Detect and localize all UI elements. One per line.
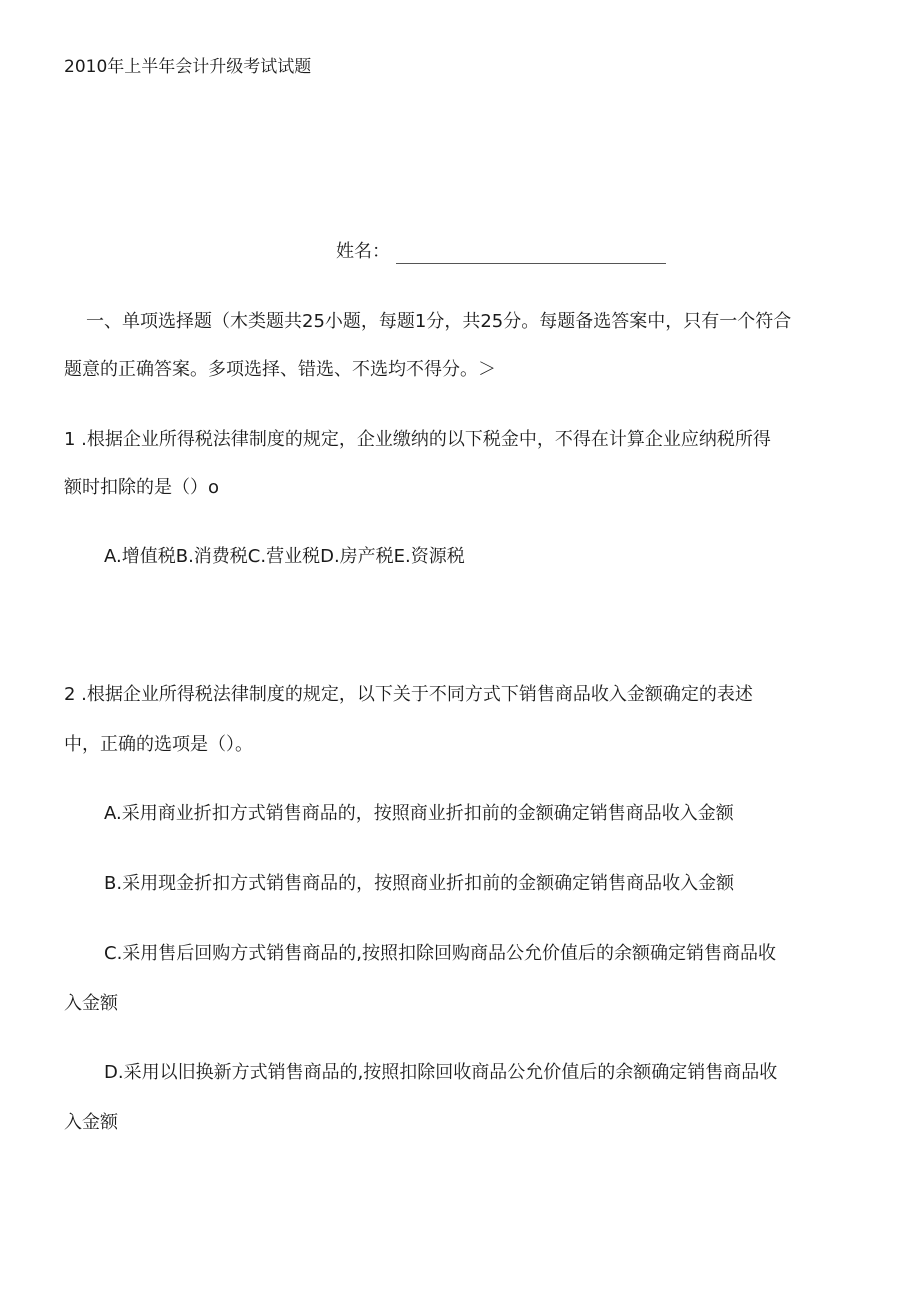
document-title: 2010年上半年会计升级考试试题 xyxy=(64,57,312,77)
name-label: 姓名： xyxy=(336,241,390,262)
question-2-option-d-line1: D.采用以旧换新方式销售商品的,按照扣除回收商品公允价值后的余额确定销售商品收 xyxy=(104,1062,778,1083)
question-1-options: A.增值税B.消费税C.营业税D.房产税E.资源税 xyxy=(104,546,465,567)
question-2-option-d-line2: 入金额 xyxy=(64,1112,118,1133)
question-2-option-c-line2: 入金额 xyxy=(64,993,118,1014)
question-2-line2: 中，正确的选项是（）。 xyxy=(64,734,253,755)
name-field-row xyxy=(336,240,666,264)
section-heading-line1: 一、单项选择题（木类题共25小题，每题1分，共25分。每题备选答案中，只有一个符合 xyxy=(86,311,792,332)
question-1-line2: 额时扣除的是（）o xyxy=(64,477,220,498)
question-2-option-a: A.采用商业折扣方式销售商品的，按照商业折扣前的金额确定销售商品收入金额 xyxy=(104,803,734,824)
name-blank-line xyxy=(396,243,666,264)
question-1-line1: 1 .根据企业所得税法律制度的规定，企业缴纳的以下税金中，不得在计算企业应纳税所得 xyxy=(64,429,771,450)
question-2-option-b: B.采用现金折扣方式销售商品的，按照商业折扣前的金额确定销售商品收入金额 xyxy=(104,873,735,894)
section-heading-line2: 题意的正确答案。多项选择、错选、不选均不得分。＞ xyxy=(64,359,496,380)
question-2-option-c-line1: C.采用售后回购方式销售商品的,按照扣除回购商品公允价值后的余额确定销售商品收 xyxy=(104,943,777,964)
question-2-line1: 2 .根据企业所得税法律制度的规定，以下关于不同方式下销售商品收入金额确定的表述 xyxy=(64,684,753,705)
